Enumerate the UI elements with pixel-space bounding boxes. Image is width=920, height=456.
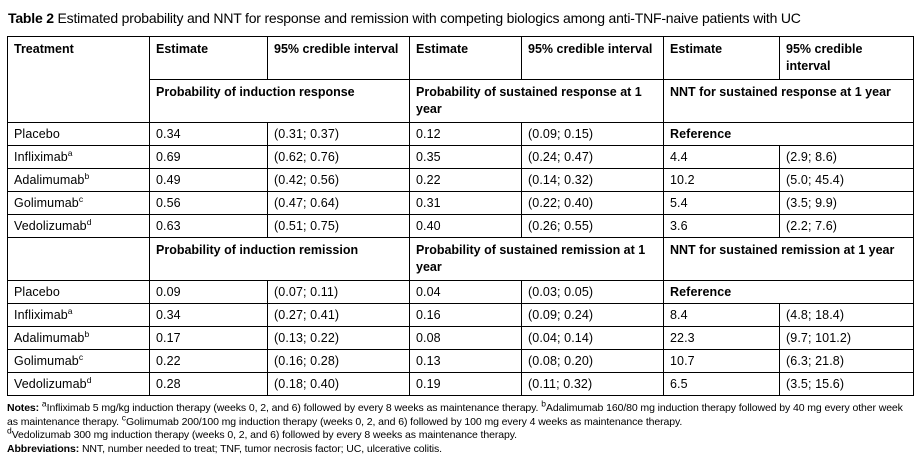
treatment-cell: Vedolizumab$^d$ xyxy=(8,215,150,238)
col-header-estimate: Estimate xyxy=(150,37,268,80)
header-row xyxy=(8,37,914,80)
ci-cell: (0.04; 0.14) xyxy=(522,327,664,350)
treatment-cell: Golimumab$^c$ xyxy=(8,192,150,215)
group-header-cell: Probability of sustained remission at 1 year xyxy=(410,238,664,281)
treatment-cell: Golimumab$^c$ xyxy=(8,350,150,373)
ci-cell: (0.27; 0.41) xyxy=(268,304,410,327)
treatment-cell: Adalimumab$^b$ xyxy=(8,327,150,350)
estimate-cell: 3.6 xyxy=(664,215,780,238)
group-header-cell: Probability of induction response xyxy=(150,80,410,123)
table-row-infliximab xyxy=(8,146,914,169)
footnote-marker: b xyxy=(84,171,89,181)
table-row-vedolizumab xyxy=(8,215,914,238)
ci-cell: (0.31; 0.37) xyxy=(268,123,410,146)
ci-cell: (0.18; 0.40) xyxy=(268,373,410,396)
ci-cell: (0.47; 0.64) xyxy=(268,192,410,215)
treatment-cell: Infliximab$^a$ xyxy=(8,146,150,169)
reference-cell: Reference xyxy=(664,281,914,304)
estimate-cell: 0.04 xyxy=(410,281,522,304)
group-header-cell: NNT for sustained response at 1 year xyxy=(664,80,914,123)
footnote-marker: c xyxy=(79,352,83,362)
estimate-cell: 0.40 xyxy=(410,215,522,238)
ci-cell: (0.13; 0.22) xyxy=(268,327,410,350)
estimate-cell: 6.5 xyxy=(664,373,780,396)
treatment-cell: Placebo xyxy=(8,123,150,146)
estimate-cell: 0.16 xyxy=(410,304,522,327)
table-caption-text: Estimated probability and NNT for response and remission with competing biologics among anti-TNF-naive patients with UC xyxy=(58,10,801,26)
group-header-cell: Probability of sustained response at 1 year xyxy=(410,80,664,123)
footnote-marker: a xyxy=(68,306,73,316)
ci-cell: (0.16; 0.28) xyxy=(268,350,410,373)
estimate-cell: 0.69 xyxy=(150,146,268,169)
treatment-cell: Placebo xyxy=(8,281,150,304)
estimate-cell: 4.4 xyxy=(664,146,780,169)
ci-cell: (6.3; 21.8) xyxy=(780,350,914,373)
table-row-golimumab xyxy=(8,192,914,215)
estimate-cell: 22.3 xyxy=(664,327,780,350)
estimate-cell: 8.4 xyxy=(664,304,780,327)
footnote-marker: d xyxy=(87,375,92,385)
treatment-cell: Adalimumab$^b$ xyxy=(8,169,150,192)
table-row-placebo xyxy=(8,123,914,146)
estimate-cell: 0.08 xyxy=(410,327,522,350)
table-row-vedolizumab xyxy=(8,373,914,396)
table-row-adalimumab xyxy=(8,327,914,350)
results-table xyxy=(7,36,914,396)
notes-paragraph xyxy=(7,402,913,429)
estimate-cell: 0.19 xyxy=(410,373,522,396)
reference-cell: Reference xyxy=(664,123,914,146)
ci-cell: (0.03; 0.05) xyxy=(522,281,664,304)
ci-cell: (0.11; 0.32) xyxy=(522,373,664,396)
col-header-estimate: Estimate xyxy=(410,37,522,80)
ci-cell: (3.5; 9.9) xyxy=(780,192,914,215)
estimate-cell: 0.34 xyxy=(150,304,268,327)
estimate-cell: 0.35 xyxy=(410,146,522,169)
ci-cell: (0.08; 0.20) xyxy=(522,350,664,373)
estimate-cell: 0.13 xyxy=(410,350,522,373)
estimate-cell: 0.31 xyxy=(410,192,522,215)
treatment-cell: Infliximab$^a$ xyxy=(8,304,150,327)
col-header-credible-interval: 95% credible interval xyxy=(522,37,664,80)
footnote-marker: d xyxy=(7,426,12,436)
estimate-cell: 0.17 xyxy=(150,327,268,350)
table-caption xyxy=(8,8,913,28)
footnote-marker: b xyxy=(84,329,89,339)
estimate-cell: 10.7 xyxy=(664,350,780,373)
ci-cell: (2.9; 8.6) xyxy=(780,146,914,169)
estimate-cell: 0.09 xyxy=(150,281,268,304)
table-row-infliximab xyxy=(8,304,914,327)
ci-cell: (0.14; 0.32) xyxy=(522,169,664,192)
ci-cell: (0.26; 0.55) xyxy=(522,215,664,238)
ci-cell: (4.8; 18.4) xyxy=(780,304,914,327)
footnote-text: Adalimumab 160/80 mg induction therapy followed by 40 mg every other week as maintenance therapy. xyxy=(7,402,903,428)
footnote-marker: c xyxy=(79,194,83,204)
footnote-marker: a xyxy=(42,399,47,409)
ci-cell: (0.09; 0.24) xyxy=(522,304,664,327)
table-row-adalimumab xyxy=(8,169,914,192)
notes-label: Notes: xyxy=(7,402,39,414)
ci-cell: (0.51; 0.75) xyxy=(268,215,410,238)
col-header-credible-interval: 95% credible interval xyxy=(780,37,914,80)
col-header-treatment: Treatment xyxy=(8,37,150,123)
ci-cell: (5.0; 45.4) xyxy=(780,169,914,192)
estimate-cell: 0.34 xyxy=(150,123,268,146)
estimate-cell: 0.56 xyxy=(150,192,268,215)
ci-cell: (9.7; 101.2) xyxy=(780,327,914,350)
abbreviations-label: Abbreviations: xyxy=(7,443,79,455)
ci-cell: (0.62; 0.76) xyxy=(268,146,410,169)
estimate-cell: 10.2 xyxy=(664,169,780,192)
footnote-marker: c xyxy=(122,412,126,422)
group-header-row-remission xyxy=(8,238,914,281)
ci-cell: (2.2; 7.6) xyxy=(780,215,914,238)
footnote-text: Vedolizumab 300 mg induction therapy (weeks 0, 2, and 6) followed by every 8 weeks as maintenance therapy. xyxy=(12,429,517,441)
group-header-cell: NNT for sustained remission at 1 year xyxy=(664,238,914,281)
ci-cell: (3.5; 15.6) xyxy=(780,373,914,396)
table-row-golimumab xyxy=(8,350,914,373)
empty-cell xyxy=(8,238,150,281)
ci-cell: (0.42; 0.56) xyxy=(268,169,410,192)
estimate-cell: 0.22 xyxy=(410,169,522,192)
table-notes xyxy=(7,402,913,456)
treatment-cell: Vedolizumab$^d$ xyxy=(8,373,150,396)
ci-cell: (0.09; 0.15) xyxy=(522,123,664,146)
ci-cell: (0.07; 0.11) xyxy=(268,281,410,304)
ci-cell: (0.22; 0.40) xyxy=(522,192,664,215)
notes-paragraph xyxy=(7,429,913,443)
estimate-cell: 0.49 xyxy=(150,169,268,192)
abbreviations-paragraph xyxy=(7,443,913,456)
footnote-text: Infliximab 5 mg/kg induction therapy (weeks 0, 2, and 6) followed by every 8 weeks as maintenance therapy. xyxy=(47,402,542,414)
footnote-marker: a xyxy=(68,148,73,158)
footnote-text: Golimumab 200/100 mg induction therapy (weeks 0, 2, and 6) followed by 100 mg every 4 weeks as maintenance therapy. xyxy=(126,416,682,428)
group-header-cell: Probability of induction remission xyxy=(150,238,410,281)
col-header-credible-interval: 95% credible interval xyxy=(268,37,410,80)
estimate-cell: 5.4 xyxy=(664,192,780,215)
footnote-marker: b xyxy=(541,399,546,409)
table-caption-label: Table 2 xyxy=(8,10,54,26)
abbreviations-text: NNT, number needed to treat; TNF, tumor necrosis factor; UC, ulcerative colitis. xyxy=(82,443,442,455)
estimate-cell: 0.63 xyxy=(150,215,268,238)
estimate-cell: 0.22 xyxy=(150,350,268,373)
col-header-estimate: Estimate xyxy=(664,37,780,80)
ci-cell: (0.24; 0.47) xyxy=(522,146,664,169)
footnote-marker: d xyxy=(87,217,92,227)
estimate-cell: 0.28 xyxy=(150,373,268,396)
estimate-cell: 0.12 xyxy=(410,123,522,146)
table-row-placebo xyxy=(8,281,914,304)
